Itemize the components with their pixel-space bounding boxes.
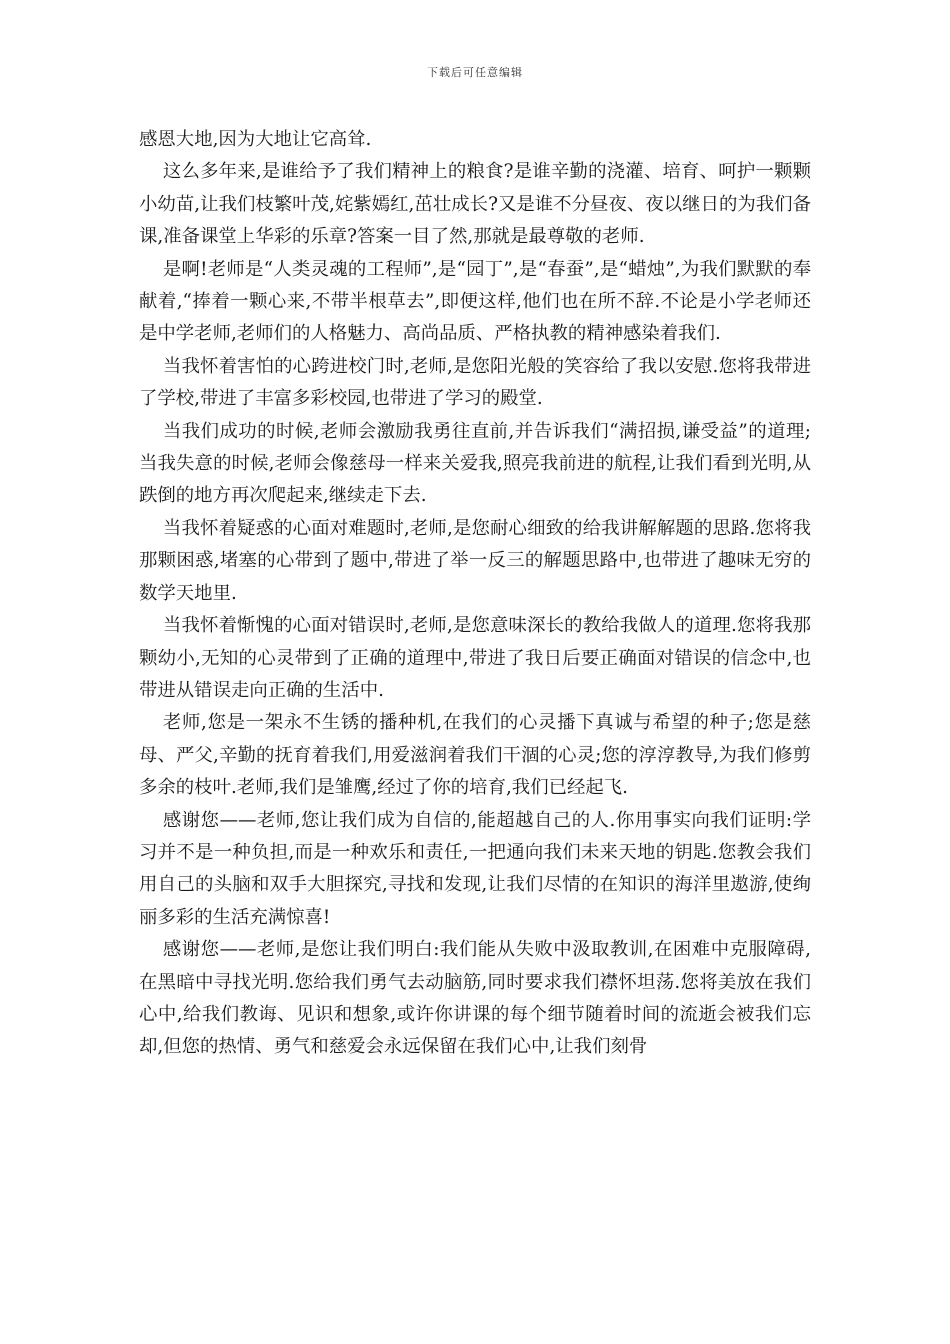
paragraph: 感恩大地,因为大地让它高耸. — [139, 129, 372, 150]
document-body — [139, 124, 811, 1064]
paragraph: 这么多年来,是谁给予了我们精神上的粮食?是谁辛勤的浇灌、培育、呵护一颗颗小幼苗,让我们枝繁叶茂,姹紫嫣红,茁壮成长?又是谁不分昼夜、夜以继日的为我们备课,准备课堂上华彩的乐章?答案一目了然,那就是最尊敬的老师. — [139, 161, 811, 248]
paragraph: 当我们成功的时候,老师会激励我勇往直前,并告诉我们“满招损,谦受益”的道理;当我失意的时候,老师会像慈母一样来关爱我,照亮我前进的航程,让我们看到光明,从跌倒的地方再次爬起来,继续走下去. — [139, 420, 811, 507]
paragraph: 老师,您是一架永不生锈的播种机,在我们的心灵播下真诚与希望的种子;您是慈母、严父,辛勤的抚育着我们,用爱滋润着我们干涸的心灵;您的淳淳教导,为我们修剪多余的枝叶.老师,我们是雏鹰,经过了你的培育,我们已经起飞. — [139, 712, 811, 799]
paragraph: 当我怀着疑惑的心面对难题时,老师,是您耐心细致的给我讲解解题的思路.您将我那颗困惑,堵塞的心带到了题中,带进了举一反三的解题思路中,也带进了趣味无穷的数学天地里. — [139, 517, 811, 604]
page-header: 下载后可任意编辑 — [427, 66, 523, 79]
paragraph: 感谢您——老师,是您让我们明白:我们能从失败中汲取教训,在困难中克服障碍,在黑暗中寻找光明.您给我们勇气去动脑筋,同时要求我们襟怀坦荡.您将美放在我们心中,给我们教诲、见识和想象,或许你讲课的每个细节随着时间的流逝会被我们忘却,但您的热情、勇气和慈爱会永远保留在我们心中,让我们刻骨 — [139, 939, 811, 1058]
paragraph: 当我怀着害怕的心跨进校门时,老师,是您阳光般的笑容给了我以安慰.您将我带进了学校,带进了丰富多彩校园,也带进了学习的殿堂. — [139, 355, 811, 410]
paragraph: 是啊!老师是“人类灵魂的工程师”,是“园丁”,是“春蚕”,是“蜡烛”,为我们默默的奉献着,“捧着一颗心来,不带半根草去”,即便这样,他们也在所不辞.不论是小学老师还是中学老师,老师们的人格魅力、高尚品质、严格执教的精神感染着我们. — [139, 258, 811, 345]
paragraph: 当我怀着惭愧的心面对错误时,老师,是您意味深长的教给我做人的道理.您将我那颗幼小,无知的心灵带到了正确的道理中,带进了我日后要正确面对错误的信念中,也带进从错误走向正确的生活中. — [139, 615, 811, 701]
paragraph: 感谢您——老师,您让我们成为自信的,能超越自己的人.你用事实向我们证明:学习并不是一种负担,而是一种欢乐和责任,一把通向我们未来天地的钥匙.您教会我们用自己的头脑和双手大胆探究,寻找和发现,让我们尽情的在知识的海洋里遨游,使绚丽多彩的生活充满惊喜! — [139, 809, 811, 928]
